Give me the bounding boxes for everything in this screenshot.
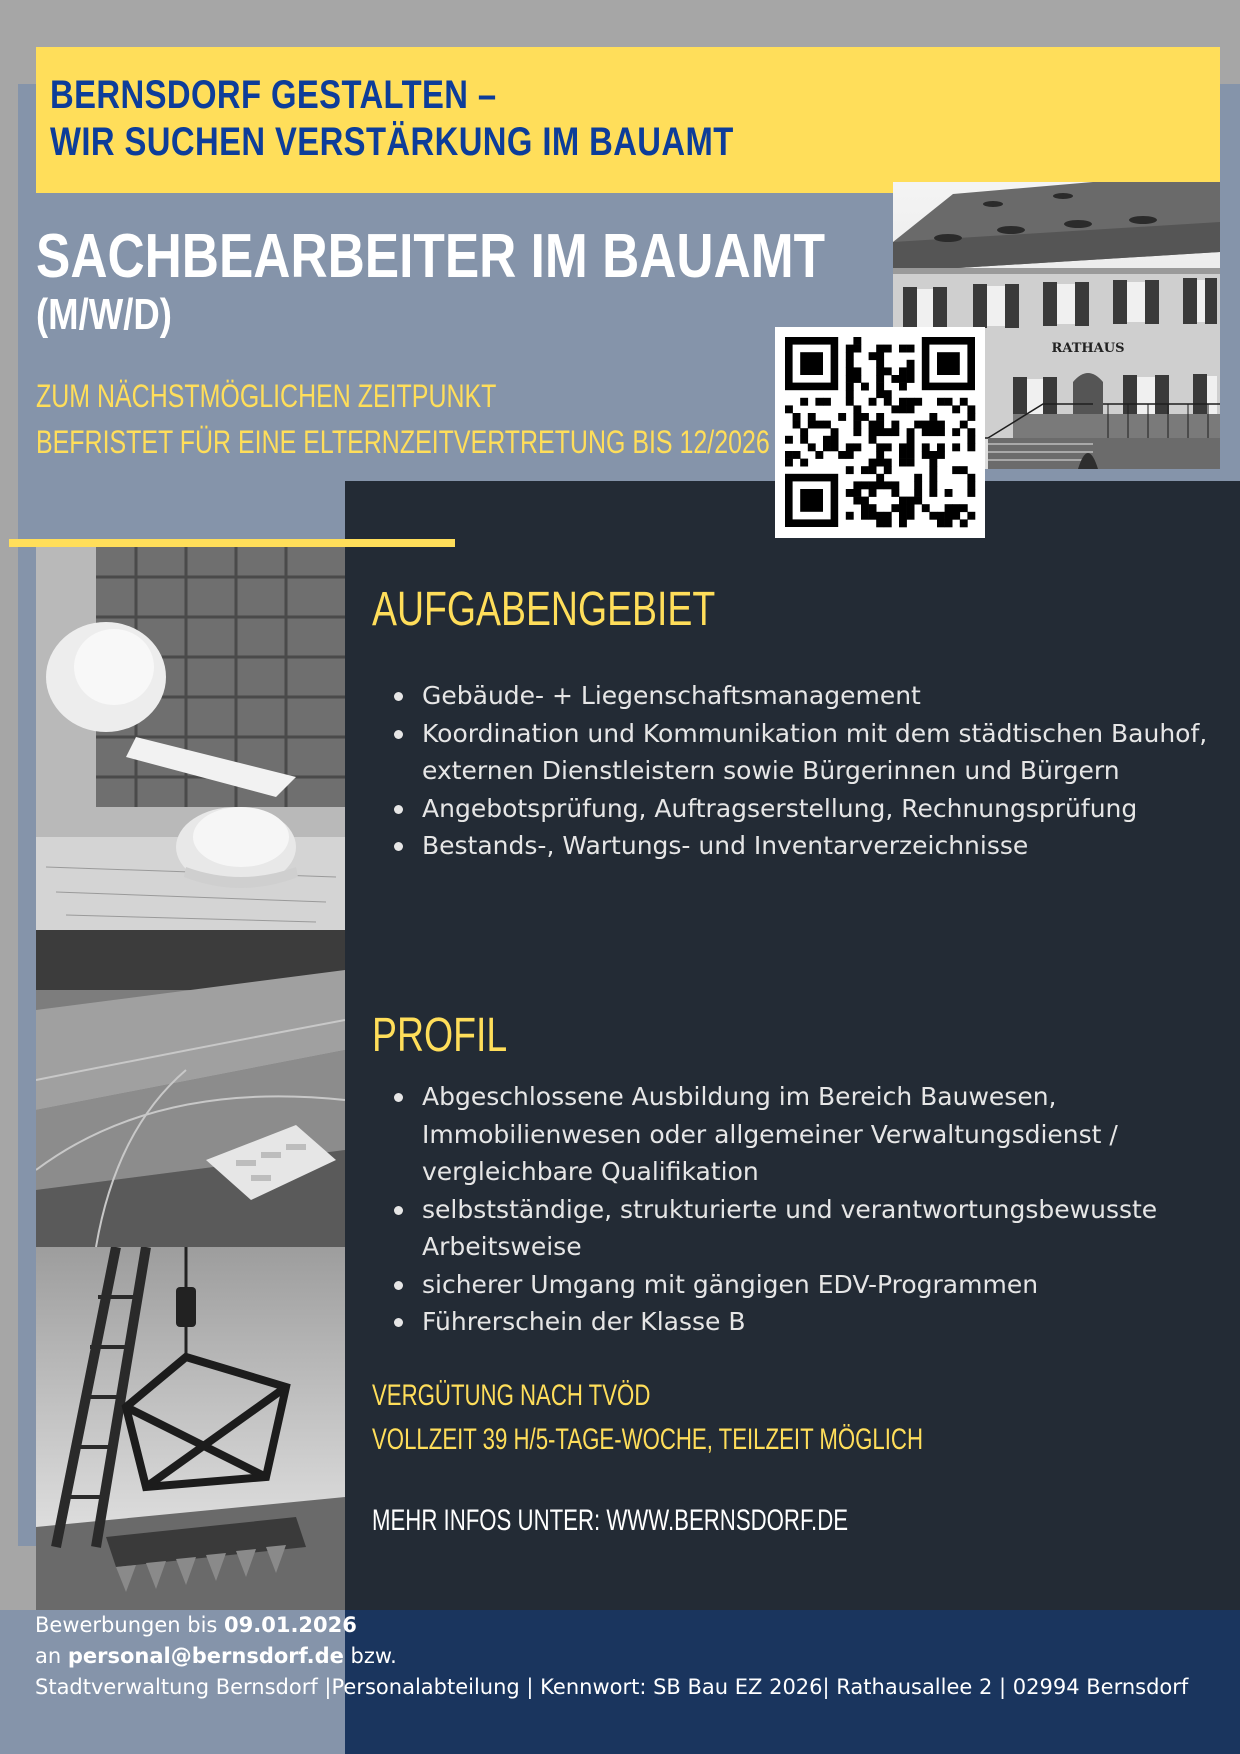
qr-code[interactable] [775, 327, 985, 538]
tasks-list [372, 677, 1212, 865]
hours-info: VOLLZEIT 39 H/5-TAGE-WOCHE, TEILZEIT MÖGLICH [372, 1423, 924, 1456]
profile-heading: PROFIL [372, 1009, 508, 1062]
job-start: ZUM NÄCHSTMÖGLICHEN ZEITPUNKT [36, 378, 497, 414]
town-hall-sign: RATHAUS [1051, 341, 1125, 356]
job-term: BEFRISTET FÜR EINE ELTERNZEITVERTRETUNG BIS 12/2026 [36, 424, 770, 460]
profile-list [372, 1078, 1212, 1341]
list-item: Angebotsprüfung, Auftragserstellung, Rechnungsprüfung [372, 790, 1212, 828]
list-item: selbstständige, strukturierte und verantwortungsbewusste Arbeitsweise [372, 1191, 1212, 1266]
list-item: Gebäude- + Liegenschaftsmanagement [372, 677, 1212, 715]
header-line-2: WIR SUCHEN VERSTÄRKUNG IM BAUAMT [50, 120, 734, 164]
photo-excavator-bucket [36, 1247, 345, 1610]
list-item: Führerschein der Klasse B [372, 1303, 1212, 1341]
application-deadline: Bewerbungen bis 09.01.2026 [35, 1613, 357, 1637]
list-item: Abgeschlossene Ausbildung im Bereich Bauwesen, Immobilienwesen oder allgemeiner Verwaltungsdienst / vergleichbare Qualifikation [372, 1078, 1212, 1191]
list-item: Koordination und Kommunikation mit dem städtischen Bauhof, externen Dienstleistern sowie Bürgerinnen und Bürgern [372, 715, 1212, 790]
job-gender-note: (M/W/D) [36, 290, 172, 339]
footer-text [35, 1610, 1188, 1703]
photo-aerial-landscape [36, 930, 345, 1247]
list-item: sicherer Umgang mit gängigen EDV-Programmen [372, 1266, 1212, 1304]
postal-address: Stadtverwaltung Bernsdorf |Personalabteilung | Kennwort: SB Bau EZ 2026| Rathausallee 2 | 02994 Bernsdorf [35, 1675, 1189, 1699]
header-line-1: BERNSDORF GESTALTEN – [50, 73, 497, 117]
list-item: Bestands-, Wartungs- und Inventarverzeichnisse [372, 827, 1212, 865]
header-headline [50, 72, 993, 166]
yellow-divider [9, 539, 455, 547]
tasks-heading: AUFGABENGEBIET [372, 583, 716, 636]
more-info-link[interactable]: MEHR INFOS UNTER: WWW.BERNSDORF.DE [372, 1504, 849, 1537]
photo-helmets-plans [36, 547, 345, 930]
pay-info: VERGÜTUNG NACH TVÖD [372, 1379, 651, 1412]
deadline-date: 09.01.2026 [224, 1613, 357, 1637]
email-link[interactable]: personal@bernsdorf.de [67, 1644, 344, 1668]
application-email: an personal@bernsdorf.de bzw. [35, 1644, 397, 1668]
job-title: SACHBEARBEITER IM BAUAMT [36, 222, 826, 291]
